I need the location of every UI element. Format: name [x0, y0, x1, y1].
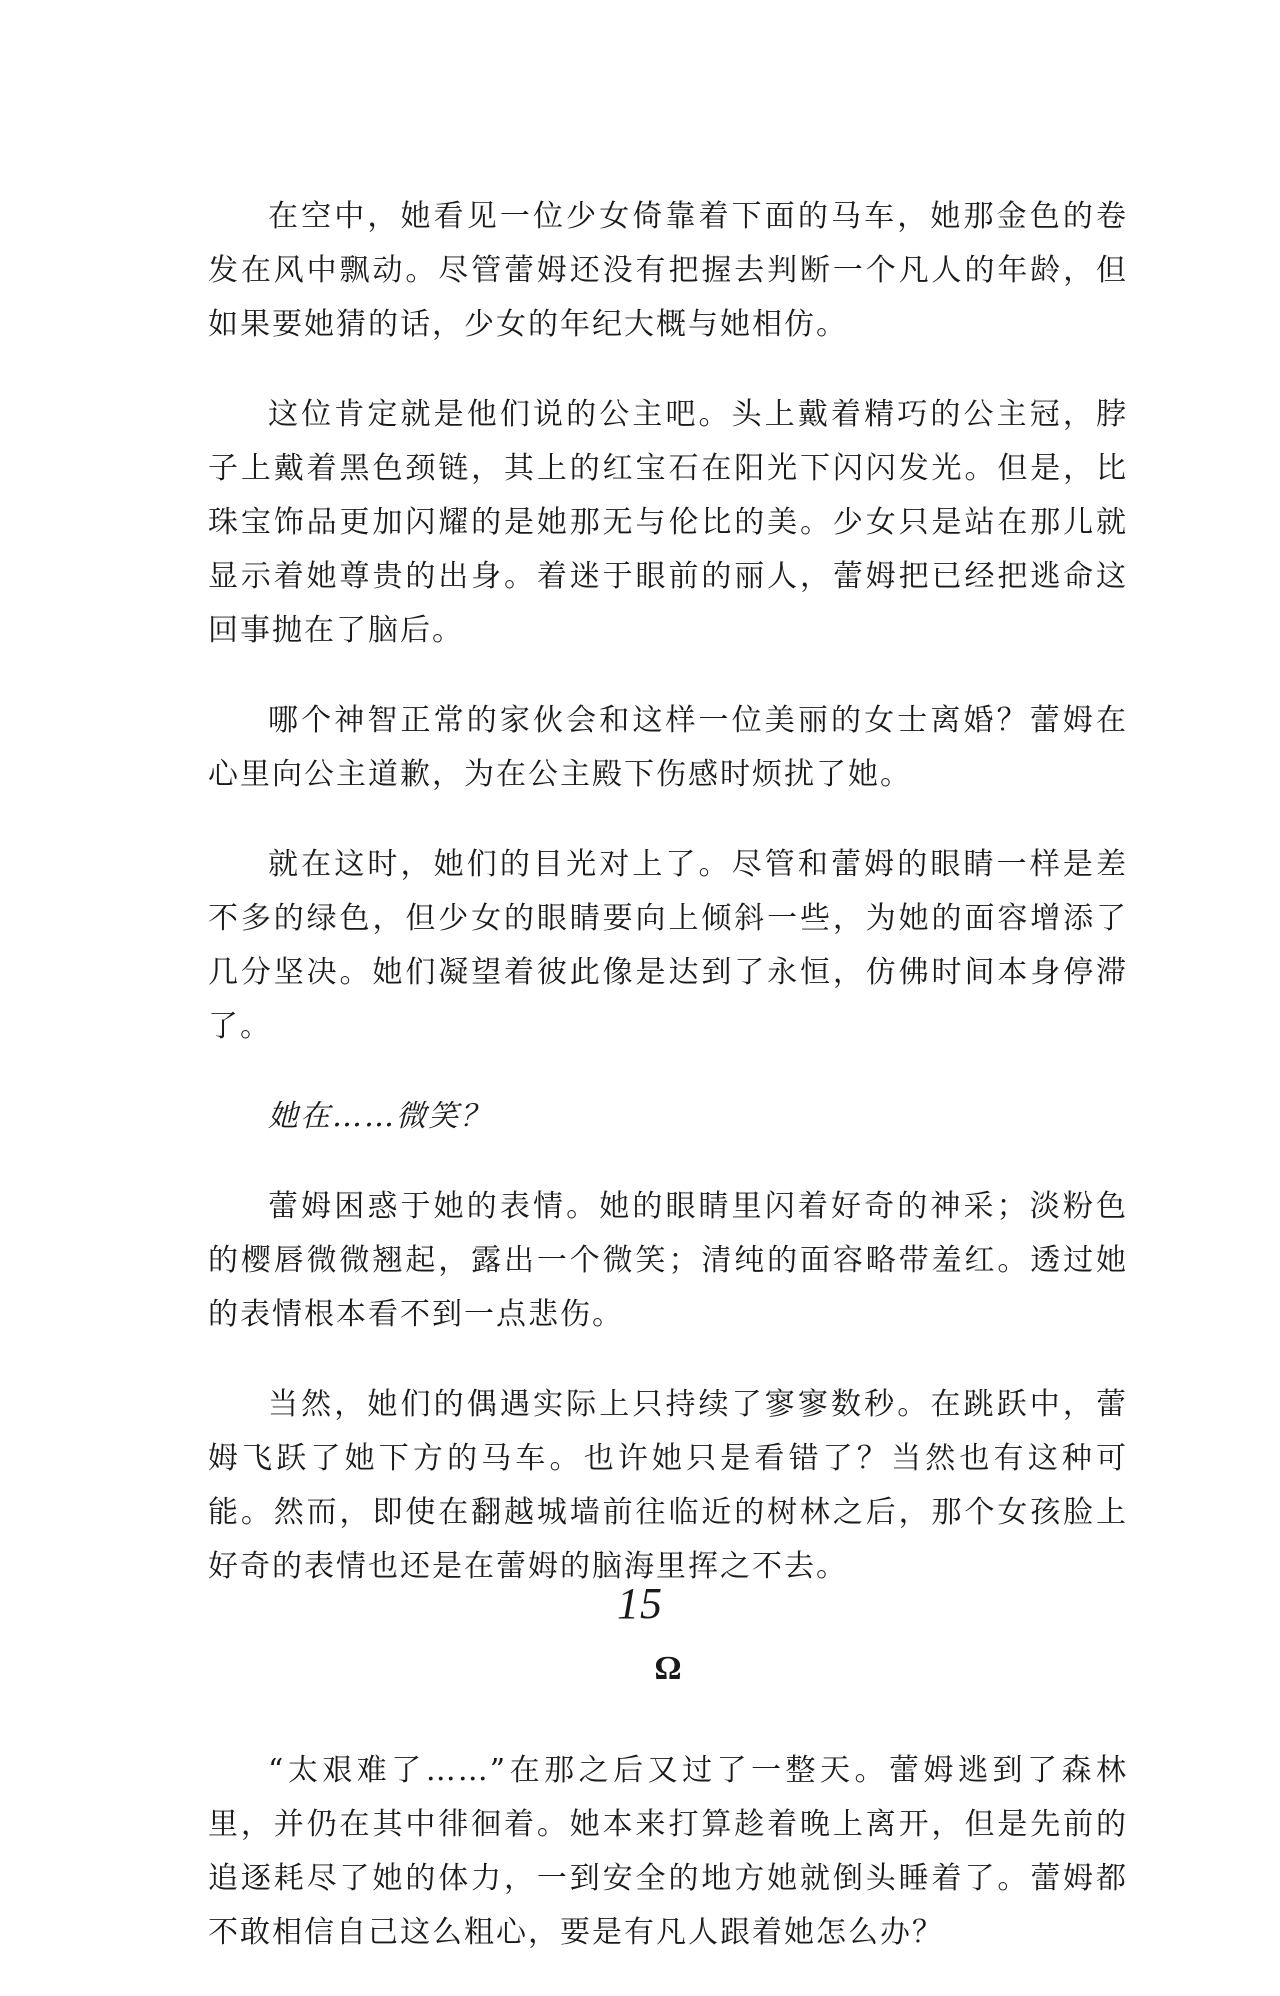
section-separator: Ω [654, 1650, 682, 1687]
paragraph-after-separator: “太艰难了……”在那之后又过了一整天。蕾姆逃到了森林里，并仍在其中徘徊着。她本来打算趁着晚上离开，但是先前的追逐耗尽了她的体力，一到安全的地方她就倒头睡着了。蕾姆都不敢相信自己这么粗心，要是有凡人跟着她怎么办？ [208, 1753, 1128, 1950]
paragraph-3: 哪个神智正常的家伙会和这样一位美丽的女士离婚？蕾姆在心里向公主道歉，为在公主殿下伤感时烦扰了她。 [208, 703, 1128, 792]
paragraph-1: 在空中，她看见一位少女倚靠着下面的马车，她那金色的卷发在风中飘动。尽管蕾姆还没有把握去判断一个凡人的年龄，但如果要她猜的话，少女的年纪大概与她相仿。 [208, 199, 1128, 342]
page-content [208, 190, 1128, 1996]
paragraph-2: 这位肯定就是他们说的公主吧。头上戴着精巧的公主冠，脖子上戴着黑色颈链，其上的红宝石在阳光下闪闪发光。但是，比珠宝饰品更加闪耀的是她那无与伦比的美。少女只是站在那儿就显示着她尊贵的出身。着迷于眼前的丽人，蕾姆把已经把逃命这回事抛在了脑后。 [208, 397, 1128, 648]
paragraph-italic-thought: 她在……微笑？ [268, 1099, 492, 1134]
page-number: 15 [617, 1579, 663, 1628]
paragraph-4: 就在这时，她们的目光对上了。尽管和蕾姆的眼睛一样是差不多的绿色，但少女的眼睛要向上倾斜一些，为她的面容增添了几分坚决。她们凝望着彼此像是达到了永恒，仿佛时间本身停滞了。 [208, 847, 1128, 1044]
paragraph-7: 当然，她们的偶遇实际上只持续了寥寥数秒。在跳跃中，蕾姆飞跃了她下方的马车。也许她只是看错了？当然也有这种可能。然而，即使在翻越城墙前往临近的树林之后，那个女孩脸上好奇的表情也还是在蕾姆的脑海里挥之不去。 [208, 1387, 1128, 1584]
paragraph-6: 蕾姆困惑于她的表情。她的眼睛里闪着好奇的神采；淡粉色的樱唇微微翘起，露出一个微笑；清纯的面容略带羞红。透过她的表情根本看不到一点悲伤。 [208, 1189, 1128, 1332]
